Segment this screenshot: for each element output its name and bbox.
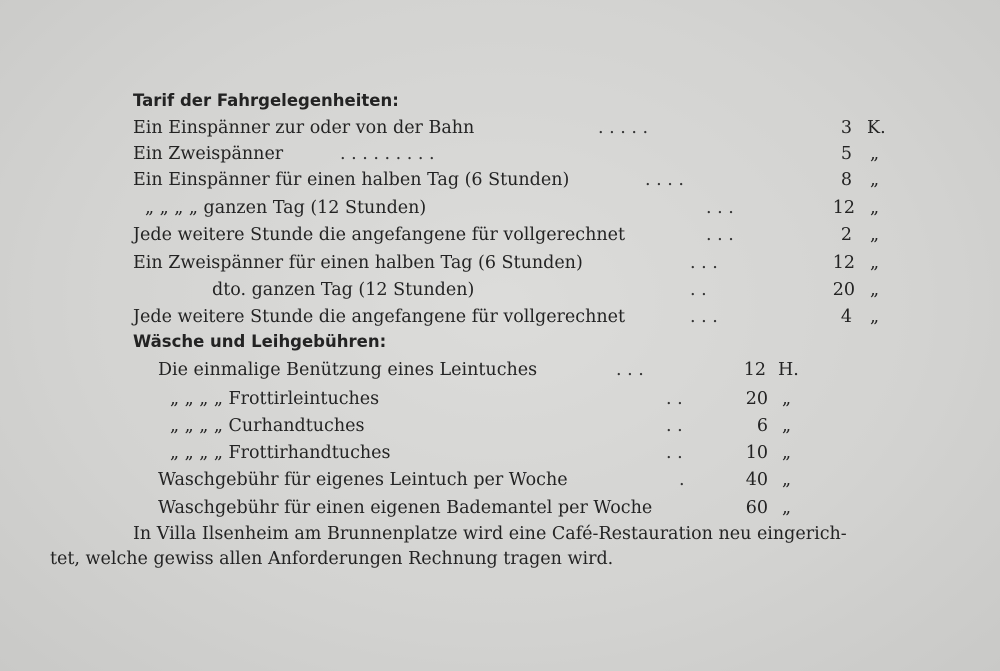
tariff-row: [0, 115, 1000, 142]
leader-dots: . .: [666, 416, 683, 436]
tariff-label: Jede weitere Stunde die angefangene für vollgerechnet: [133, 225, 625, 245]
tariff-price: 4: [840, 307, 852, 327]
leader-dots: . . .: [690, 307, 718, 327]
fee-unit: „: [782, 443, 792, 463]
tariff-row: [0, 167, 1000, 194]
tariff-label: Ein Einspänner für einen halben Tag (6 Stunden): [133, 170, 570, 190]
fee-label: Waschgebühr für einen eigenen Bademantel per Woche: [158, 498, 653, 518]
tariff-price: 5: [840, 144, 852, 164]
tariff-price: 12: [832, 253, 855, 273]
fee-row: [0, 413, 1000, 440]
tariff-price: 12: [832, 198, 855, 218]
fee-unit: „: [782, 470, 792, 490]
heading-waesche: Wäsche und Leihgebühren:: [133, 332, 387, 351]
heading-fahrgelegenheiten: Tarif der Fahrgelegenheiten:: [133, 91, 399, 110]
tariff-price: 20: [832, 280, 855, 300]
paragraph-line-2: tet, welche gewiss allen Anforderungen Rechnung tragen wird.: [50, 549, 614, 569]
fee-price: 10: [745, 443, 768, 463]
fee-row: [0, 386, 1000, 413]
fee-label: „ „ „ „ Frottirhandtuches: [170, 443, 391, 463]
leader-dots: . .: [690, 280, 707, 300]
fee-price: 40: [745, 470, 768, 490]
tariff-unit: „: [870, 144, 880, 164]
tariff-unit: „: [870, 198, 880, 218]
fee-unit: „: [782, 498, 792, 518]
tariff-price: 2: [840, 225, 852, 245]
fee-row: [0, 495, 1000, 522]
fee-row: [0, 467, 1000, 494]
tariff-unit: K.: [867, 118, 886, 138]
tariff-label: Ein Zweispänner: [133, 144, 284, 164]
fee-price: 20: [745, 389, 768, 409]
leader-dots: . . .: [690, 253, 718, 273]
tariff-price: 8: [840, 170, 852, 190]
tariff-row: [0, 222, 1000, 249]
leader-dots: . . . .: [645, 170, 684, 190]
fee-unit: „: [782, 416, 792, 436]
fee-unit: „: [782, 389, 792, 409]
leader-dots: . . .: [706, 198, 734, 218]
leader-dots: . .: [666, 443, 683, 463]
leader-dots: . .: [666, 389, 683, 409]
fee-price: 60: [745, 498, 768, 518]
tariff-label: Ein Zweispänner für einen halben Tag (6 Stunden): [133, 253, 583, 273]
leader-dots: .: [679, 470, 685, 490]
tariff-unit: „: [870, 225, 880, 245]
tariff-price: 3: [840, 118, 852, 138]
tariff-row: [0, 277, 1000, 304]
tariff-unit: „: [870, 253, 880, 273]
paragraph-line-1: In Villa Ilsenheim am Brunnenplatze wird eine Café-Restauration neu eingerich-: [133, 524, 847, 544]
fee-label: „ „ „ „ Curhandtuches: [170, 416, 365, 436]
fee-label: Die einmalige Benützung eines Leintuches: [158, 360, 538, 380]
tariff-label: Ein Einspänner zur oder von der Bahn: [133, 118, 475, 138]
tariff-label: Jede weitere Stunde die angefangene für vollgerechnet: [133, 307, 625, 327]
tariff-unit: „: [870, 307, 880, 327]
fee-price: 12: [743, 360, 766, 380]
tariff-row: [0, 250, 1000, 277]
tariff-unit: „: [870, 170, 880, 190]
fee-price: 6: [756, 416, 768, 436]
leader-dots: . . . . . . . . .: [340, 144, 435, 164]
fee-row: [0, 440, 1000, 467]
tariff-row: [0, 141, 1000, 168]
fee-unit: H.: [778, 360, 799, 380]
leader-dots: . . .: [616, 360, 644, 380]
tariff-label: dto. ganzen Tag (12 Stunden): [212, 280, 475, 300]
tariff-unit: „: [870, 280, 880, 300]
tariff-row: [0, 304, 1000, 331]
tariff-label: „ „ „ „ ganzen Tag (12 Stunden): [145, 198, 427, 218]
fee-row: [0, 357, 1000, 384]
leader-dots: . . . . .: [598, 118, 649, 138]
leader-dots: . . .: [706, 225, 734, 245]
fee-label: Waschgebühr für eigenes Leintuch per Woche: [158, 470, 568, 490]
tariff-row: [0, 195, 1000, 222]
fee-label: „ „ „ „ Frottirleintuches: [170, 389, 380, 409]
